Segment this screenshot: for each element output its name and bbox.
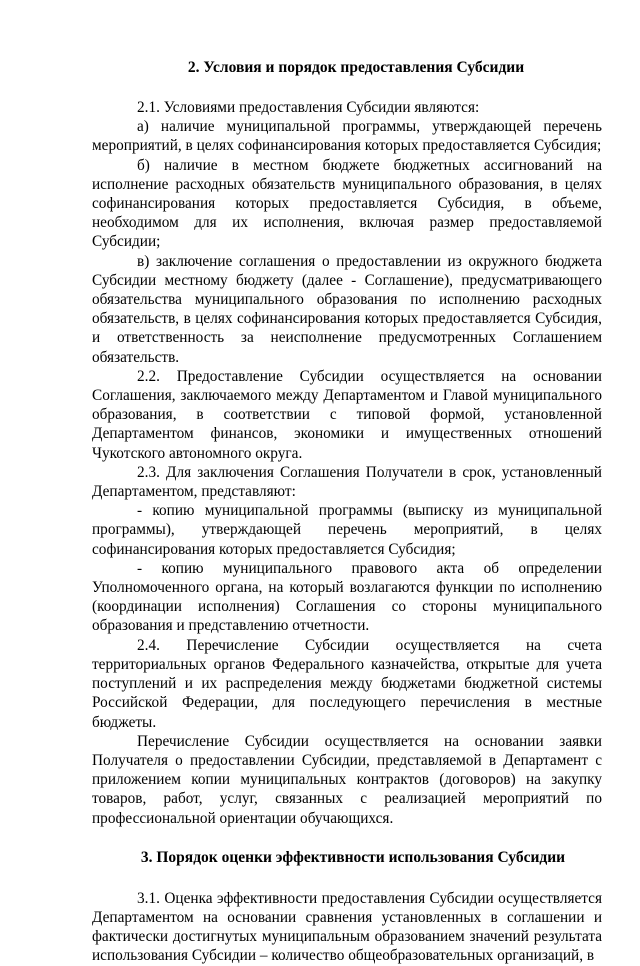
paragraph-2-1-a: а) наличие муниципальной программы, утверждающей перечень мероприятий, в целях софинансирования которых предоставляется Субсидия; [92, 118, 602, 155]
paragraph-2-3-item-1: - копию муниципальной программы (выписку из муниципальной программы), утверждающей перечень мероприятий, в целях софинансирования которых предоставляется Субсидия; [92, 502, 602, 558]
paragraph-2-1: 2.1. Условиями предоставления Субсидии являются: [137, 99, 480, 116]
paragraph-2-3-item-2: - копию муниципального правового акта об определении Уполномоченного органа, на который возлагаются функции по исполнению (координации исполнения) Соглашения со стороны муниципального образования и представлению отчетности. [92, 559, 602, 635]
paragraph-2-3: 2.3. Для заключения Соглашения Получатели в срок, установленный Департаментом, представляют: [92, 463, 602, 501]
paragraph-2-1-b: б) наличие в местном бюджете бюджетных ассигнований на исполнение расходных обязательств муниципального образования, в целях софинансирования которых предоставляется Субсидия, в объеме, необходимом для их исполнения, включая размер предоставляемой Субсидии; [92, 156, 602, 251]
paragraph-2-2: 2.2. Предоставление Субсидии осуществляется на основании Соглашения, заключаемого между Департаментом и Главой муниципального образования, в соответствии с типовой формой, установленной Департаментом финансов, экономики и имущественных отношений Чукотского автономного округа. [92, 367, 602, 462]
paragraph-3-1: 3.1. Оценка эффективности предоставления Субсидии осуществляется Департаментом на основании сравнения установленных в соглашении и фактически достигнутых муниципальным образованием значений результата использования Субсидии – количество общеобразовательных организаций, в [92, 889, 602, 965]
paragraph-2-4: 2.4. Перечисление Субсидии осуществляется на счета территориальных органов Федерального казначейства, открытые для учета поступлений и их распределения между бюджетами бюджетной системы Российской Федерации, для последующего перечисления в местные бюджеты. [92, 636, 602, 731]
section-2-heading: 2. Условия и порядок предоставления Субсидии [187, 59, 525, 76]
paragraph-2-1-c: в) заключение соглашения о предоставлении из окружного бюджета Субсидии местному бюджету (далее - Соглашение), предусматривающего обязательства муниципального образования по исполнению расходных обязательств, в целях софинансирования которых предоставляется Субсидия, и ответственность за неисполнение предусмотренных Соглашением обязательств. [92, 252, 602, 366]
section-3-heading: 3. Порядок оценки эффективности использования Субсидии [140, 848, 566, 866]
paragraph-2-4-transfer: Перечисление Субсидии осуществляется на основании заявки Получателя о предоставлении Субсидии, представляемой в Департамент с приложением копии муниципальных контрактов (договоров) на закупку товаров, работ, услуг, связанных с реализацией мероприятий по профессиональной ориентации обучающихся. [92, 732, 602, 827]
